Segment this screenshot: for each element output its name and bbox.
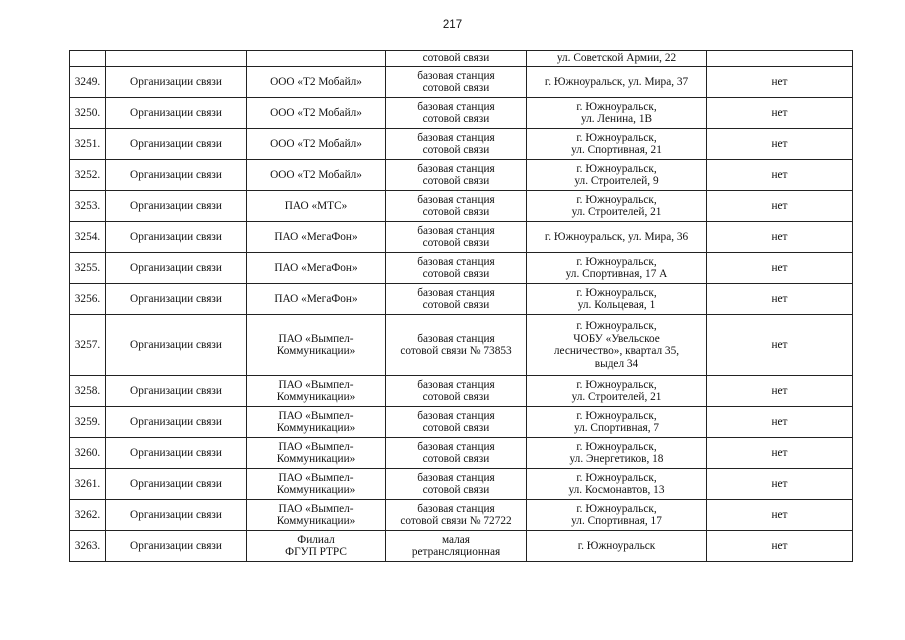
cell-object-type-text: базовая станция сотовой связи xyxy=(417,409,495,434)
cell-category-text: Организации связи xyxy=(130,106,222,119)
cell-address xyxy=(527,253,707,284)
registry-table xyxy=(69,50,853,562)
cell-address-text: г. Южноуральск, ул. Космонавтов, 13 xyxy=(568,471,665,496)
cell-category-text: Организации связи xyxy=(130,415,222,428)
cell-number-text: 3252. xyxy=(74,168,101,181)
cell-category xyxy=(106,222,247,253)
cell-category-text: Организации связи xyxy=(130,137,222,150)
table-row xyxy=(70,500,853,531)
table-row xyxy=(70,129,853,160)
cell-address-text: г. Южноуральск, ул. Строителей, 9 xyxy=(574,162,659,187)
cell-category xyxy=(106,469,247,500)
cell-number-text: 3250. xyxy=(74,106,101,119)
cell-number-text: 3254. xyxy=(74,230,101,243)
cell-number xyxy=(70,67,106,98)
cell-operator-text: ООО «Т2 Мобайл» xyxy=(270,75,362,88)
cell-operator-text: ПАО «Вымпел- Коммуникации» xyxy=(276,471,356,496)
table-row xyxy=(70,469,853,500)
cell-category xyxy=(106,160,247,191)
cell-address xyxy=(527,438,707,469)
cell-object-type-text: базовая станция сотовой связи xyxy=(417,471,495,496)
cell-flag-text: нет xyxy=(771,477,788,490)
cell-flag-text: нет xyxy=(771,539,788,552)
cell-object-type-text: базовая станция сотовой связи xyxy=(417,100,495,125)
cell-operator xyxy=(247,160,386,191)
cell-operator xyxy=(247,98,386,129)
cell-object-type-text: базовая станция сотовой связи xyxy=(417,131,495,156)
cell-address-text: г. Южноуральск, ул. Мира, 37 xyxy=(544,75,689,88)
table-row xyxy=(70,253,853,284)
cell-flag xyxy=(707,98,853,129)
table-row xyxy=(70,191,853,222)
cell-number xyxy=(70,407,106,438)
cell-number xyxy=(70,129,106,160)
cell-category-text: Организации связи xyxy=(130,230,222,243)
cell-object-type xyxy=(386,67,527,98)
cell-operator-text: ПАО «Вымпел- Коммуникации» xyxy=(276,502,356,527)
table-row xyxy=(70,376,853,407)
cell-category xyxy=(106,500,247,531)
cell-address xyxy=(527,160,707,191)
cell-operator xyxy=(247,253,386,284)
cell-flag xyxy=(707,531,853,562)
cell-operator-text: ПАО «Вымпел- Коммуникации» xyxy=(276,378,356,403)
page-number: 217 xyxy=(442,19,463,31)
cell-number xyxy=(70,500,106,531)
table-row xyxy=(70,315,853,376)
cell-category xyxy=(106,129,247,160)
cell-address-text: г. Южноуральск, ул. Спортивная, 17 xyxy=(571,502,662,527)
cell-operator xyxy=(247,67,386,98)
cell-category-text: Организации связи xyxy=(130,292,222,305)
cell-address xyxy=(527,98,707,129)
cell-object-type xyxy=(386,500,527,531)
cell-category xyxy=(106,376,247,407)
cell-category xyxy=(106,253,247,284)
cell-object-type xyxy=(386,222,527,253)
cell-operator xyxy=(247,129,386,160)
table-row xyxy=(70,531,853,562)
cell-address-text: г. Южноуральск, ул. Ленина, 1В xyxy=(576,100,657,125)
cell-operator xyxy=(247,51,386,67)
cell-address-text: г. Южноуральск, ул. Кольцевая, 1 xyxy=(576,286,657,311)
cell-object-type-text: базовая станция сотовой связи xyxy=(417,162,495,187)
cell-address: ул. Советской Армии, 22 xyxy=(527,51,707,67)
cell-object-type xyxy=(386,376,527,407)
cell-category xyxy=(106,407,247,438)
cell-category xyxy=(106,438,247,469)
cell-object-type xyxy=(386,98,527,129)
cell-address xyxy=(527,315,707,376)
cell-flag xyxy=(707,67,853,98)
cell-address-text: г. Южноуральск, ул. Спортивная, 7 xyxy=(573,409,660,434)
cell-object-type-text: базовая станция сотовой связи xyxy=(417,224,495,249)
cell-operator-text: ООО «Т2 Мобайл» xyxy=(270,137,362,150)
cell-operator-text: ПАО «МегаФон» xyxy=(274,261,358,274)
cell-address xyxy=(527,469,707,500)
table-row xyxy=(70,98,853,129)
cell-category-text: Организации связи xyxy=(130,338,222,351)
table-row xyxy=(70,284,853,315)
cell-flag-text: нет xyxy=(771,106,788,119)
cell-address-text: г. Южноуральск, ул. Строителей, 21 xyxy=(571,378,662,403)
cell-object-type-text: базовая станция сотовой связи № 73853 xyxy=(400,332,512,357)
cell-object-type xyxy=(386,191,527,222)
cell-number xyxy=(70,253,106,284)
cell-number-text: 3249. xyxy=(74,75,101,88)
cell-category xyxy=(106,284,247,315)
cell-flag xyxy=(707,315,853,376)
cell-object-type-text: базовая станция сотовой связи xyxy=(417,286,495,311)
cell-operator-text: ПАО «Вымпел- Коммуникации» xyxy=(276,440,356,465)
cell-number xyxy=(70,51,106,67)
cell-object-type-text: базовая станция сотовой связи xyxy=(417,378,495,403)
cell-address xyxy=(527,407,707,438)
cell-flag-text: нет xyxy=(771,415,788,428)
table-row xyxy=(70,438,853,469)
cell-flag xyxy=(707,160,853,191)
cell-operator xyxy=(247,500,386,531)
cell-category-text: Организации связи xyxy=(130,539,222,552)
cell-object-type xyxy=(386,284,527,315)
table-row xyxy=(70,67,853,98)
cell-address xyxy=(527,531,707,562)
table-row xyxy=(70,407,853,438)
table-row xyxy=(70,160,853,191)
cell-object-type-text: базовая станция сотовой связи xyxy=(417,255,495,280)
cell-flag-text: нет xyxy=(771,137,788,150)
cell-address xyxy=(527,191,707,222)
cell-number-text: 3251. xyxy=(74,137,101,150)
cell-category-text: Организации связи xyxy=(130,168,222,181)
cell-number xyxy=(70,160,106,191)
cell-flag xyxy=(707,438,853,469)
cell-operator xyxy=(247,191,386,222)
cell-address-text: г. Южноуральск, ул. Спортивная, 17 А xyxy=(565,255,668,280)
cell-address xyxy=(527,222,707,253)
continuation-row xyxy=(70,51,853,67)
cell-operator-text: ПАО «МТС» xyxy=(284,199,348,212)
cell-flag-text: нет xyxy=(771,508,788,521)
cell-flag xyxy=(707,469,853,500)
cell-flag-text: нет xyxy=(771,199,788,212)
cell-number-text: 3259. xyxy=(74,415,101,428)
cell-number-text: 3260. xyxy=(74,446,101,459)
cell-object-type: сотовой связи xyxy=(386,51,527,67)
cell-object-type xyxy=(386,469,527,500)
cell-number xyxy=(70,469,106,500)
cell-operator xyxy=(247,531,386,562)
cell-object-type-text: базовая станция сотовой связи xyxy=(417,193,495,218)
cell-flag-text: нет xyxy=(771,168,788,181)
cell-object-type xyxy=(386,438,527,469)
cell-object-type xyxy=(386,253,527,284)
cell-category-text: Организации связи xyxy=(130,199,222,212)
cell-object-type xyxy=(386,129,527,160)
cell-category xyxy=(106,51,247,67)
cell-number xyxy=(70,376,106,407)
cell-address-text: г. Южноуральск, ЧОБУ «Увельское лесничество», квартал 35, выдел 34 xyxy=(553,320,680,370)
cell-category-text: Организации связи xyxy=(130,446,222,459)
cell-number xyxy=(70,222,106,253)
cell-flag-text: нет xyxy=(771,292,788,305)
cell-number-text: 3261. xyxy=(74,477,101,490)
cell-operator xyxy=(247,315,386,376)
cell-category-text: Организации связи xyxy=(130,384,222,397)
cell-number xyxy=(70,438,106,469)
cell-address-text: г. Южноуральск, ул. Спортивная, 21 xyxy=(571,131,662,156)
cell-operator xyxy=(247,469,386,500)
cell-address-text: г. Южноуральск, ул. Энергетиков, 18 xyxy=(569,440,664,465)
cell-operator-text: ПАО «Вымпел- Коммуникации» xyxy=(276,409,356,434)
cell-number xyxy=(70,315,106,376)
cell-address xyxy=(527,284,707,315)
cell-number-text: 3258. xyxy=(74,384,101,397)
cell-category xyxy=(106,67,247,98)
cell-address xyxy=(527,67,707,98)
cell-flag-text: нет xyxy=(771,261,788,274)
cell-operator xyxy=(247,222,386,253)
cell-number-text: 3255. xyxy=(74,261,101,274)
cell-operator xyxy=(247,407,386,438)
cell-number-text: 3262. xyxy=(74,508,101,521)
cell-flag xyxy=(707,222,853,253)
cell-number xyxy=(70,191,106,222)
cell-operator-text: Филиал ФГУП РТРС xyxy=(285,533,347,558)
cell-number-text: 3263. xyxy=(74,539,101,552)
cell-flag xyxy=(707,191,853,222)
cell-flag xyxy=(707,500,853,531)
cell-category-text: Организации связи xyxy=(130,261,222,274)
cell-flag-text: нет xyxy=(771,338,788,351)
cell-address-text: г. Южноуральск xyxy=(577,539,656,552)
cell-flag xyxy=(707,284,853,315)
cell-flag-text: нет xyxy=(771,446,788,459)
cell-operator-text: ООО «Т2 Мобайл» xyxy=(270,168,362,181)
cell-flag-text: нет xyxy=(771,384,788,397)
cell-flag xyxy=(707,407,853,438)
cell-address xyxy=(527,500,707,531)
cell-address xyxy=(527,129,707,160)
cell-flag xyxy=(707,376,853,407)
cell-object-type xyxy=(386,315,527,376)
cell-number xyxy=(70,284,106,315)
cell-flag xyxy=(707,51,853,67)
cell-object-type-text: базовая станция сотовой связи xyxy=(417,440,495,465)
cell-flag xyxy=(707,129,853,160)
table-row xyxy=(70,222,853,253)
cell-category xyxy=(106,98,247,129)
cell-operator xyxy=(247,376,386,407)
cell-operator xyxy=(247,284,386,315)
cell-object-type xyxy=(386,160,527,191)
cell-operator xyxy=(247,438,386,469)
cell-operator-text: ПАО «МегаФон» xyxy=(274,292,358,305)
cell-object-type xyxy=(386,407,527,438)
cell-operator-text: ООО «Т2 Мобайл» xyxy=(270,106,362,119)
cell-category-text: Организации связи xyxy=(130,477,222,490)
cell-category xyxy=(106,191,247,222)
cell-category-text: Организации связи xyxy=(130,75,222,88)
cell-address xyxy=(527,376,707,407)
cell-number xyxy=(70,98,106,129)
cell-flag xyxy=(707,253,853,284)
cell-address-text: г. Южноуральск, ул. Строителей, 21 xyxy=(571,193,662,218)
cell-operator-text: ПАО «МегаФон» xyxy=(274,230,358,243)
cell-flag-text: нет xyxy=(771,75,788,88)
cell-address-text: г. Южноуральск, ул. Мира, 36 xyxy=(544,230,689,243)
cell-object-type-text: базовая станция сотовой связи № 72722 xyxy=(400,502,512,527)
cell-number-text: 3253. xyxy=(74,199,101,212)
registry-table-body xyxy=(70,51,853,562)
cell-category-text: Организации связи xyxy=(130,508,222,521)
cell-object-type-text: базовая станция сотовой связи xyxy=(417,69,495,94)
cell-category xyxy=(106,315,247,376)
cell-object-type xyxy=(386,531,527,562)
cell-flag-text: нет xyxy=(771,230,788,243)
cell-number-text: 3256. xyxy=(74,292,101,305)
cell-object-type-text: малая ретрансляционная xyxy=(411,533,501,558)
cell-category xyxy=(106,531,247,562)
cell-number-text: 3257. xyxy=(74,338,101,351)
cell-operator-text: ПАО «Вымпел- Коммуникации» xyxy=(276,332,356,357)
cell-number xyxy=(70,531,106,562)
